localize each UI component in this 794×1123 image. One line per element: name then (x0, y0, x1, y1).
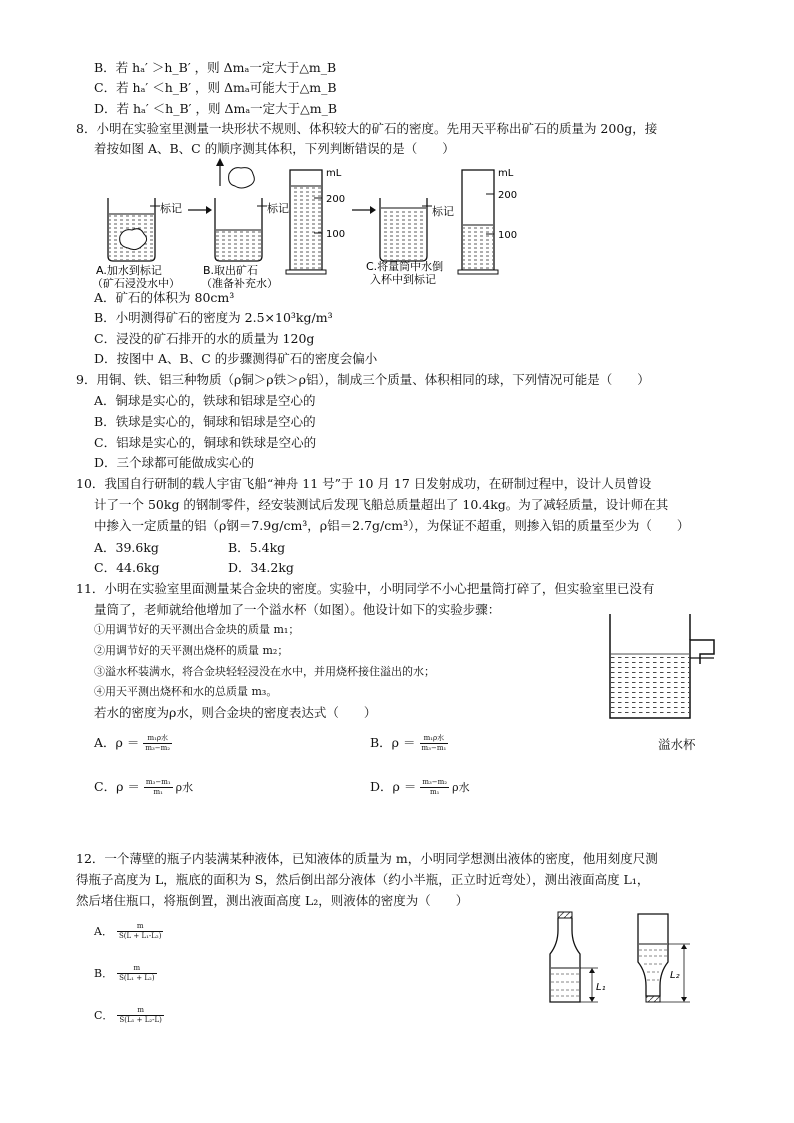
cap-a1: A.加水到标记 (96, 264, 162, 277)
q11-step-4: ④用天平测出烧杯和水的总质量 m₃。 (94, 685, 278, 698)
cap-b1: B.取出矿石 (203, 264, 259, 277)
q12-option-a: A． $\frac{m}{\text{S(L + L₁-L₂)}}$ (94, 922, 162, 940)
tick-200-1: 200 (326, 194, 346, 205)
beaker-a (108, 198, 160, 261)
mark-b: 标记 (267, 202, 289, 215)
cap-c2: 入杯中到标记 (370, 273, 436, 286)
bottles-figure (542, 910, 702, 1030)
overflow-cup-caption-text: 溢水杯 (658, 737, 696, 752)
q10-option-a: A．39.6kg (94, 540, 159, 555)
q11-ask: 若水的密度为ρ水，则合金块的密度表达式（ ） (94, 705, 377, 720)
q8-option-a: A．矿石的体积为 80cm³ (94, 290, 235, 305)
unit-ml-1: mL (326, 168, 342, 179)
q8-stem-line1: 8．小明在实验室里测量一块形状不规则、体积较大的矿石的密度。先用天平称出矿石的质量为 200g，接 (76, 121, 658, 136)
q11-step-2: ②用调节好的天平测出烧杯的质量 m₂； (94, 644, 289, 657)
q9-option-a: A．铜球是实心的，铁球和铝球是空心的 (94, 393, 316, 408)
q11-option-a: A．ρ ＝ $\frac{\text{m₁ρ水}}{\text{m₃−m₂}}$ (94, 734, 171, 752)
q8-option-c: C．浸没的矿石排开的水的质量为 120g (94, 331, 315, 346)
graduated-cylinder-2 (458, 170, 498, 274)
tick-200-2: 200 (498, 190, 518, 201)
inverted-bottle (638, 914, 690, 1002)
cap-b2: （准备补充水） (201, 277, 278, 288)
q12-stem-line3: 然后堵住瓶口，将瓶倒置，测出液面高度 L₂，则液体的密度为（ ） (76, 893, 469, 908)
beaker-c (380, 198, 432, 261)
q8-option-d: D．按图中 A、B、C 的步骤测得矿石的密度会偏小 (94, 351, 378, 366)
q11-stem-line1: 11．小明在实验室里面测量某合金块的密度。实验中，小明同学不小心把量筒打碎了，但实验室里已没有 (76, 581, 655, 596)
graduated-cylinder-1 (286, 170, 326, 274)
q11-option-c: C．ρ ＝ $\frac{\text{m₃−m₁}}{\text{m₁}}$ ρ水 (94, 778, 194, 796)
label-l1: L₁ (596, 982, 606, 993)
q10-option-d: D．34.2kg (228, 560, 294, 575)
q10-option-c: C．44.6kg (94, 560, 160, 575)
cap-a2: （矿石浸没水中） (92, 277, 180, 288)
mark-c: 标记 (432, 205, 454, 218)
q12-stem-line1: 12．一个薄壁的瓶子内装满某种液体，已知液体的质量为 m，小明同学想测出液体的密度，他用刻度尺测 (76, 851, 658, 866)
mark-a: 标记 (160, 202, 182, 215)
q9-stem: 9．用铜、铁、铝三种物质（ρ铜＞ρ铁＞ρ铝），制成三个质量、体积相同的球，下列情况可能是（ ） (76, 372, 650, 387)
q11-option-b: B．ρ ＝ $\frac{\text{m₁ρ水}}{\text{m₃−m₁}}$ (370, 734, 447, 752)
cap-c1: C.将量筒中水倒 (366, 260, 444, 273)
q12-option-b: B． $\frac{m}{\text{S(L₁ + L₂)}}$ (94, 964, 155, 982)
q10-stem-line2: 计了一个 50kg 的钢制零件，经安装测试后发现飞船总质量超出了 10.4kg。为了减轻质量，设计师在其 (94, 497, 669, 512)
q10-option-b: B．5.4kg (228, 540, 286, 555)
q7-option-b: B．若 hₐ′ ＞h_B′ ，则 Δmₐ一定大于△m_B (94, 60, 337, 75)
q9-option-b: B．铁球是实心的，铜球和铝球是空心的 (94, 414, 316, 429)
q11-option-d: D．ρ ＝ $\frac{\text{m₃−m₂}}{\text{m₁}}$ ρ水 (370, 778, 470, 796)
q11-step-3: ③溢水杯装满水，将合金块轻轻浸没在水中，并用烧杯接住溢出的水； (94, 665, 435, 678)
label-l2: L₂ (670, 970, 680, 981)
q9-option-c: C．铝球是实心的，铜球和铁球是空心的 (94, 435, 317, 450)
upright-bottle (550, 912, 598, 1002)
q8-figure (90, 158, 530, 288)
q11-stem-line2: 量筒了，老师就给他增加了一个溢水杯（如图）。他设计如下的实验步骤： (94, 602, 501, 617)
overflow-cup-figure (604, 610, 724, 740)
q9-option-d: D．三个球都可能做成实心的 (94, 455, 255, 470)
q10-stem-line1: 10．我国自行研制的载人宇宙飞船“神舟 11 号”于 10 月 17 日发射成功，在研制过程中，设计人员曾设 (76, 476, 652, 491)
q7-option-d: D．若 hₐ′ ＜h_B′ ，则 Δmₐ一定大于△m_B (94, 101, 338, 116)
q8-stem-line2: 着按如图 A、B、C 的顺序测其体积，下列判断错误的是（ ） (94, 141, 455, 156)
beaker-b (215, 158, 267, 261)
q11-step-1: ①用调节好的天平测出合金块的质量 m₁； (94, 623, 300, 636)
tick-100-1: 100 (326, 229, 346, 240)
q12-stem-line2: 得瓶子高度为 L，瓶底的面积为 S，然后倒出部分液体（约小半瓶，正立时近弯处），测出液面高度 L₁， (76, 872, 650, 887)
q8-option-b: B．小明测得矿石的密度为 2.5×10³kg/m³ (94, 310, 333, 325)
q7-option-c: C．若 hₐ′ ＜h_B′ ，则 Δmₐ可能大于△m_B (94, 80, 337, 95)
unit-ml-2: mL (498, 168, 514, 179)
q10-stem-line3: 中掺入一定质量的铝（ρ钢＝7.9g/cm³，ρ铝＝2.7g/cm³），为保证不超重，则掺入铝的质量至少为（ ） (94, 518, 690, 533)
q12-option-c: C． $\frac{m}{\text{S(L₁ + L₂-L)}}$ (94, 1006, 162, 1024)
tick-100-2: 100 (498, 230, 518, 241)
